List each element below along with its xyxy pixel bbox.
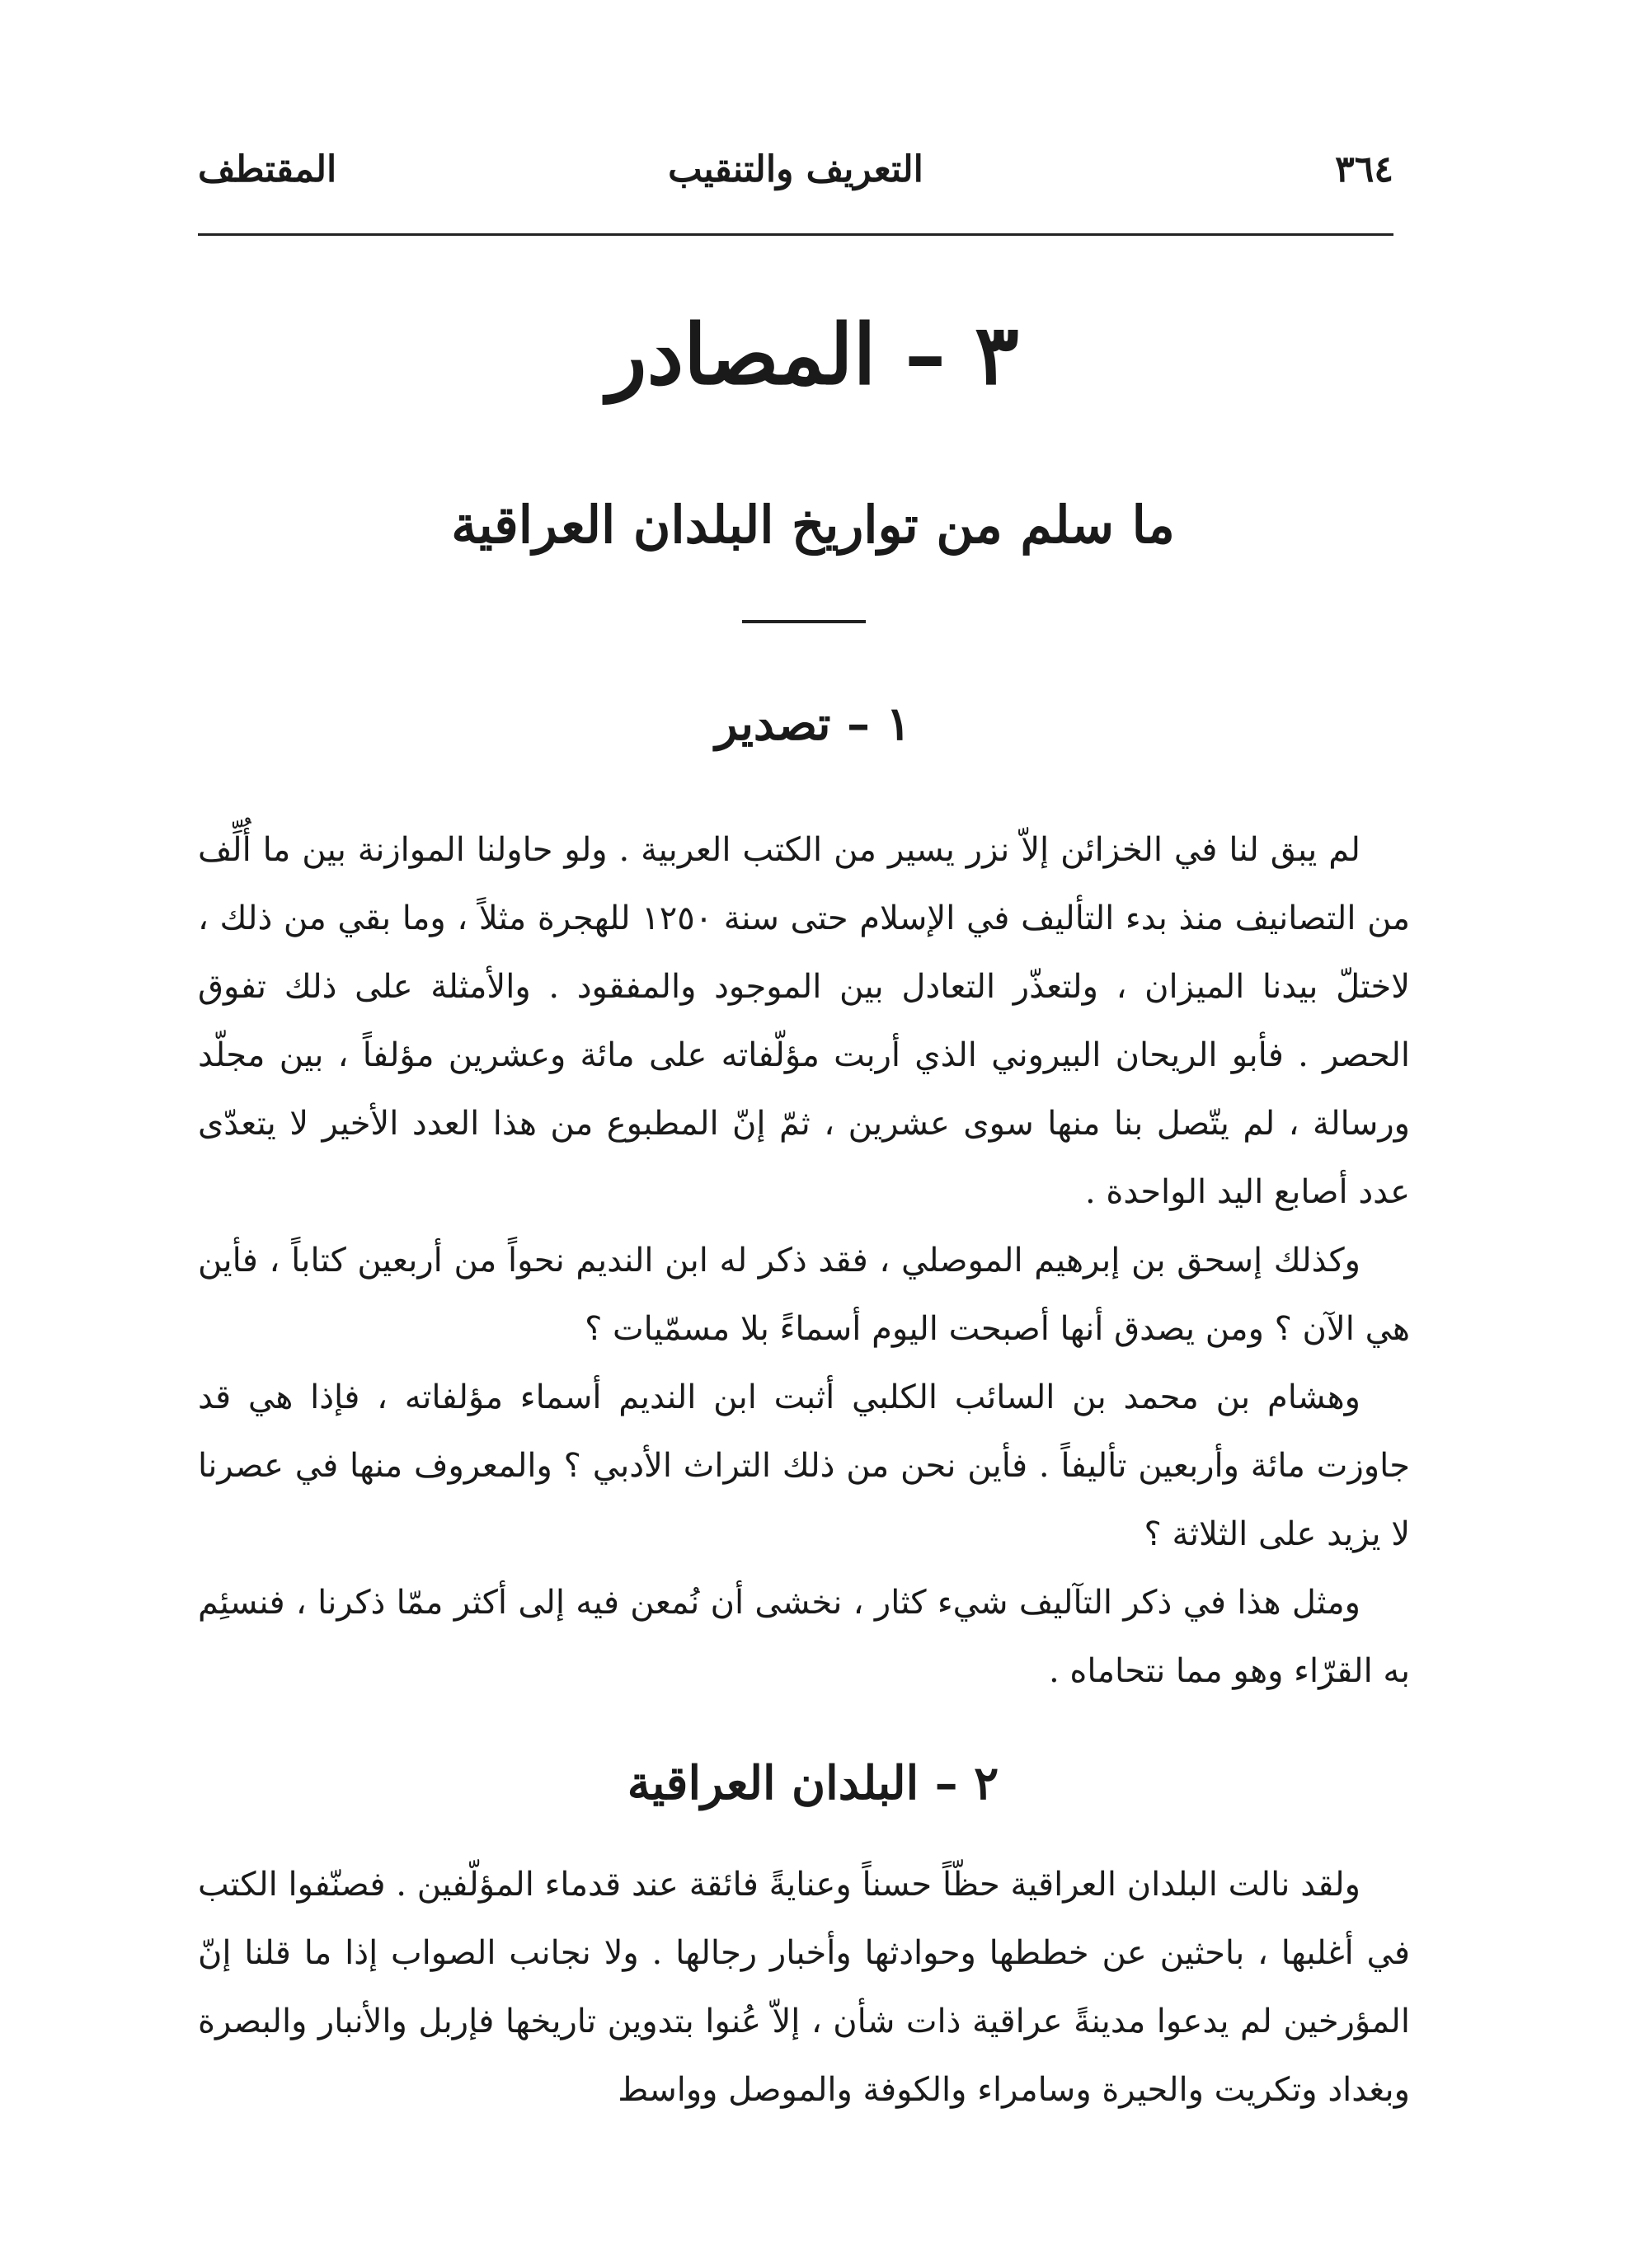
- paragraph: وكذلك إسحق بن إبرهيم الموصلي ، فقد ذكر له ابن النديم نحواً من أربعين كتاباً ، فأين هي الآن ؟ ومن يصدق أنها أصبحت اليوم أسماءً بلا مسمّيات ؟: [198, 1242, 1410, 1348]
- section-1-body: [198, 816, 1410, 1706]
- running-head: [198, 148, 1393, 206]
- chapter-title: ٣ – المصادر: [607, 306, 1019, 403]
- paragraph: ومثل هذا في ذكر التآليف شيء كثار ، نخشى أن نُمعن فيه إلى أكثر ممّا ذكرنا ، فنسئِم به القرّاء وهو مما نتحاماه .: [198, 1584, 1410, 1690]
- title-divider: [742, 620, 866, 623]
- header-rule: [198, 233, 1393, 236]
- journal-name: المقتطف: [198, 148, 337, 190]
- section-2-body: [198, 1851, 1410, 2125]
- section-heading-1: ١ – تصدير: [715, 697, 911, 751]
- section-heading-2: ٢ – البلدان العراقية: [627, 1756, 999, 1810]
- running-head-section: التعريف والتنقيب: [668, 148, 923, 190]
- paragraph: وهشام بن محمد بن السائب الكلبي أثبت ابن النديم أسماء مؤلفاته ، فإذا هي قد جاوزت مائة وأربعين تأليفاً . فأين نحن من ذلك التراث الأدبي ؟ والمعروف منها في عصرنا لا يزيد على الثلاثة ؟: [198, 1378, 1410, 1553]
- paragraph: ولقد نالت البلدان العراقية حظّاً حسناً وعنايةً فائقة عند قدماء المؤلّفين . فصنّفوا الكتب في أغلبها ، باحثين عن خططها وحوادثها وأخبار رجالها . ولا نجانب الصواب إذا ما قلنا إنّ المؤرخين لم يدعوا مدينةً عراقية ذات شأن ، إلاّ عُنوا بتدوين تاريخها فإربل والأنبار والبصرة وبغداد وتكريت والحيرة وسامراء والكوفة والموصل وواسط: [198, 1866, 1410, 2109]
- page-number: ٣٦٤: [1335, 148, 1393, 190]
- paragraph: لم يبق لنا في الخزائن إلاّ نزر يسير من الكتب العربية . ولو حاولنا الموازنة بين ما أُلِّف من التصانيف منذ بدء التأليف في الإسلام حتى سنة ١٢٥٠ للهجرة مثلاً ، وما بقي من ذلك ، لاختلّ بيدنا الميزان ، ولتعذّر التعادل بين الموجود والمفقود . والأمثلة على ذلك تفوق الحصر . فأبو الريحان البيروني الذي أربت مؤلّفاته على مائة وعشرين مؤلفاً ، بين مجلّد ورسالة ، لم يتّصل بنا منها سوى عشرين ، ثمّ إنّ المطبوع من هذا العدد الأخير لا يتعدّى عدد أصابع اليد الواحدة .: [198, 831, 1411, 1211]
- article-subtitle: ما سلم من تواريخ البلدان العراقية: [451, 495, 1175, 555]
